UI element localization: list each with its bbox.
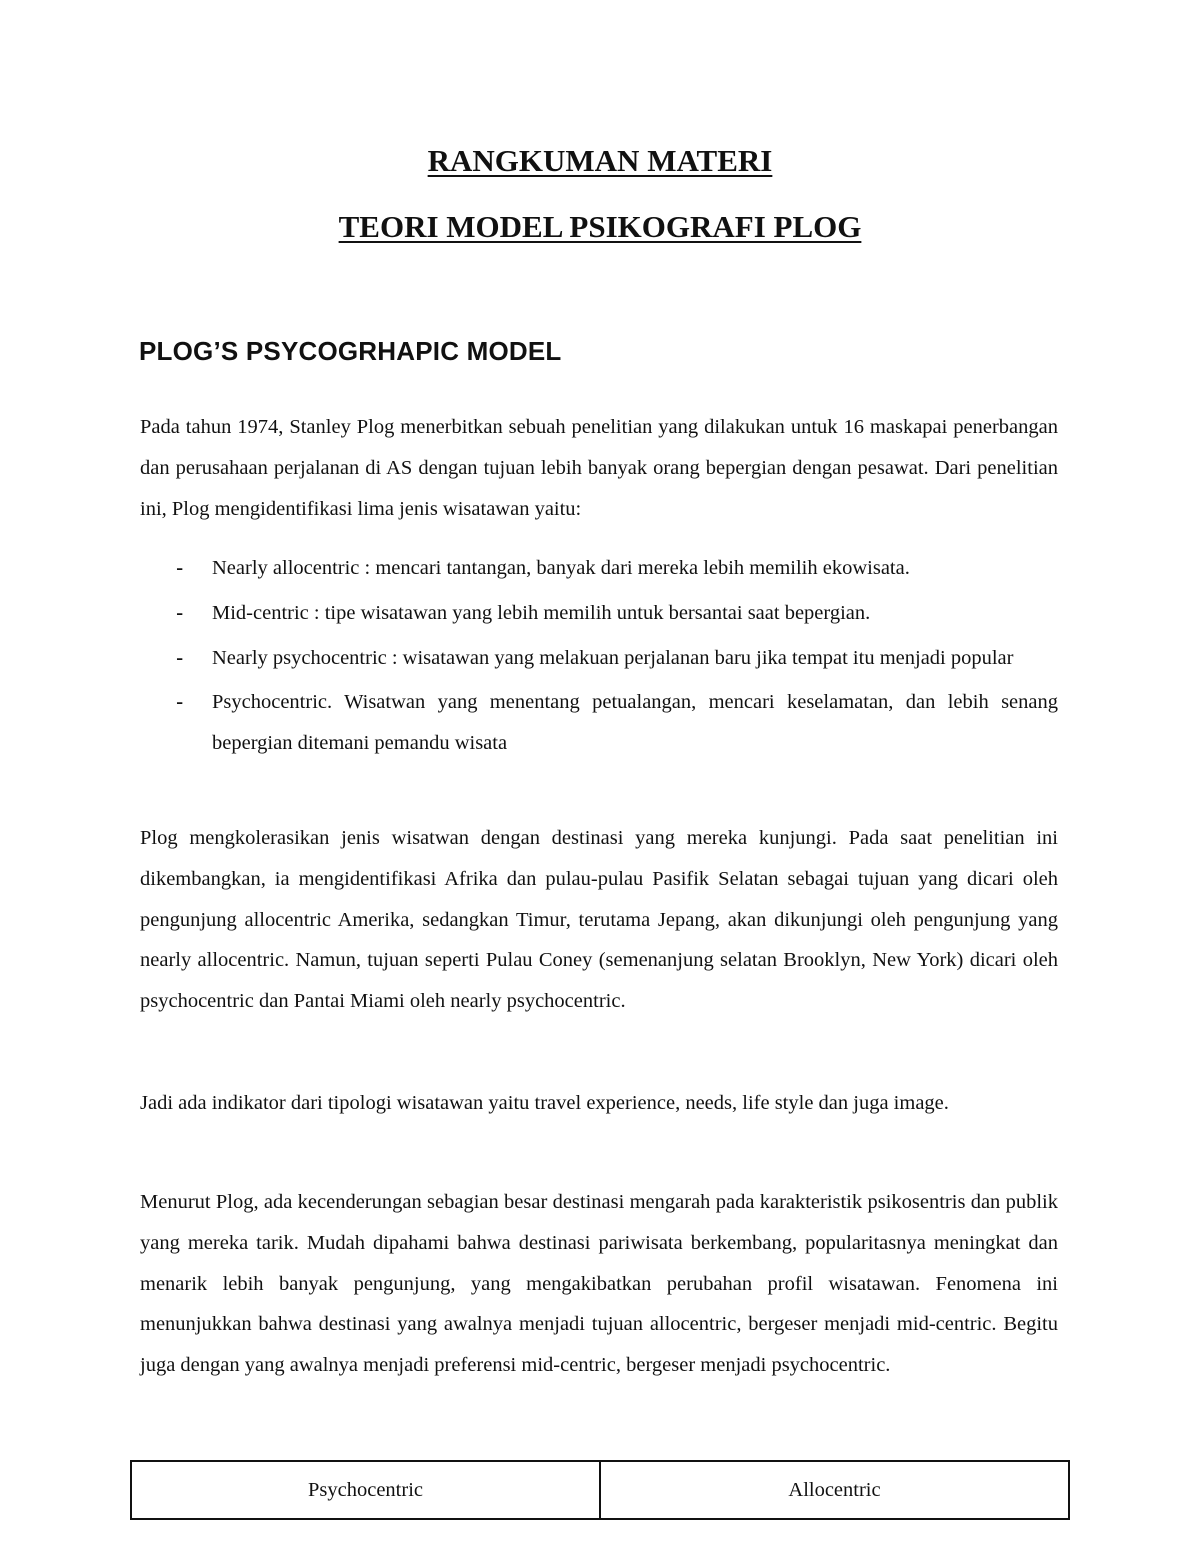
document-subtitle: TEORI MODEL PSIKOGRAFI PLOG bbox=[338, 209, 862, 244]
list-item bbox=[140, 548, 1058, 589]
list-item-text: Nearly allocentric : mencari tantangan, banyak dari mereka lebih memilih ekowisata. bbox=[212, 557, 910, 579]
paragraph-intro: Pada tahun 1974, Stanley Plog menerbitkan sebuah penelitian yang dilakukan untuk 16 maskapai penerbangan dan perusahaan perjalanan di AS dengan tujuan lebih banyak orang bepergian dengan pesawat. Dari penelitian ini, Plog mengidentifikasi lima jenis wisatawan yaitu: bbox=[140, 416, 1058, 520]
list-item-text: Nearly psychocentric : wisatawan yang melakuan perjalanan baru jika tempat itu menjadi popular bbox=[212, 646, 1014, 669]
list-item bbox=[140, 682, 1058, 764]
paragraph-destinations: Plog mengkolerasikan jenis wisatwan dengan destinasi yang mereka kunjungi. Pada saat penelitian ini dikembangkan, ia mengidentifikasi Afrika dan pulau-pulau Pasifik Selatan sebagai tujuan yang dicari oleh pengunjung allocentric Amerika, sedangkan Timur, terutama Jepang, akan dikunjungi oleh pengunjung yang nearly allocentric. Namun, tujuan seperti Pulau Coney (semenanjung selatan Brooklyn, New York) dicari oleh psychocentric dan Pantai Miami oleh nearly psychocentric. bbox=[140, 827, 1058, 1013]
list-item-text: Psychocentric. Wisatwan yang menentang petualangan, mencari keselamatan, dan lebih senang bepergian ditemani pemandu wisata bbox=[212, 691, 1058, 755]
dash-bullet-icon: - bbox=[176, 689, 184, 715]
section-heading: PLOG’S PSYCOGRHAPIC MODEL bbox=[139, 336, 562, 366]
list-item-text: Mid-centric : tipe wisatawan yang lebih memilih untuk bersantai saat bepergian. bbox=[212, 601, 871, 624]
dash-bullet-icon: - bbox=[176, 599, 184, 625]
dash-bullet-icon: - bbox=[176, 555, 184, 580]
traveler-type-list bbox=[140, 548, 1058, 768]
paragraph-trend: Menurut Plog, ada kecenderungan sebagian besar destinasi mengarah pada karakteristik psikosentris dan publik yang mereka tarik. Mudah dipahami bahwa destinasi pariwisata berkembang, popularitasnya meningkat dan menarik lebih banyak pengunjung, yang mengakibatkan perubahan profil wisatawan. Fenomena ini menunjukkan bahwa destinasi yang awalnya menjadi tujuan allocentric, bergeser menjadi mid-centric. Begitu juga dengan yang awalnya menjadi preferensi mid-centric, bergeser menjadi psychocentric. bbox=[140, 1191, 1058, 1377]
list-item bbox=[140, 638, 1058, 679]
dash-bullet-icon: - bbox=[176, 644, 184, 670]
paragraph-indicators: Jadi ada indikator dari tipologi wisatawan yaitu travel experience, needs, life style dan juga image. bbox=[140, 1092, 949, 1114]
table-header-psychocentric: Psychocentric bbox=[308, 1478, 423, 1501]
list-item bbox=[140, 593, 1058, 634]
document-title: RANGKUMAN MATERI bbox=[427, 143, 773, 178]
comparison-table bbox=[130, 1460, 1070, 1520]
table-header-allocentric: Allocentric bbox=[599, 1462, 1068, 1518]
